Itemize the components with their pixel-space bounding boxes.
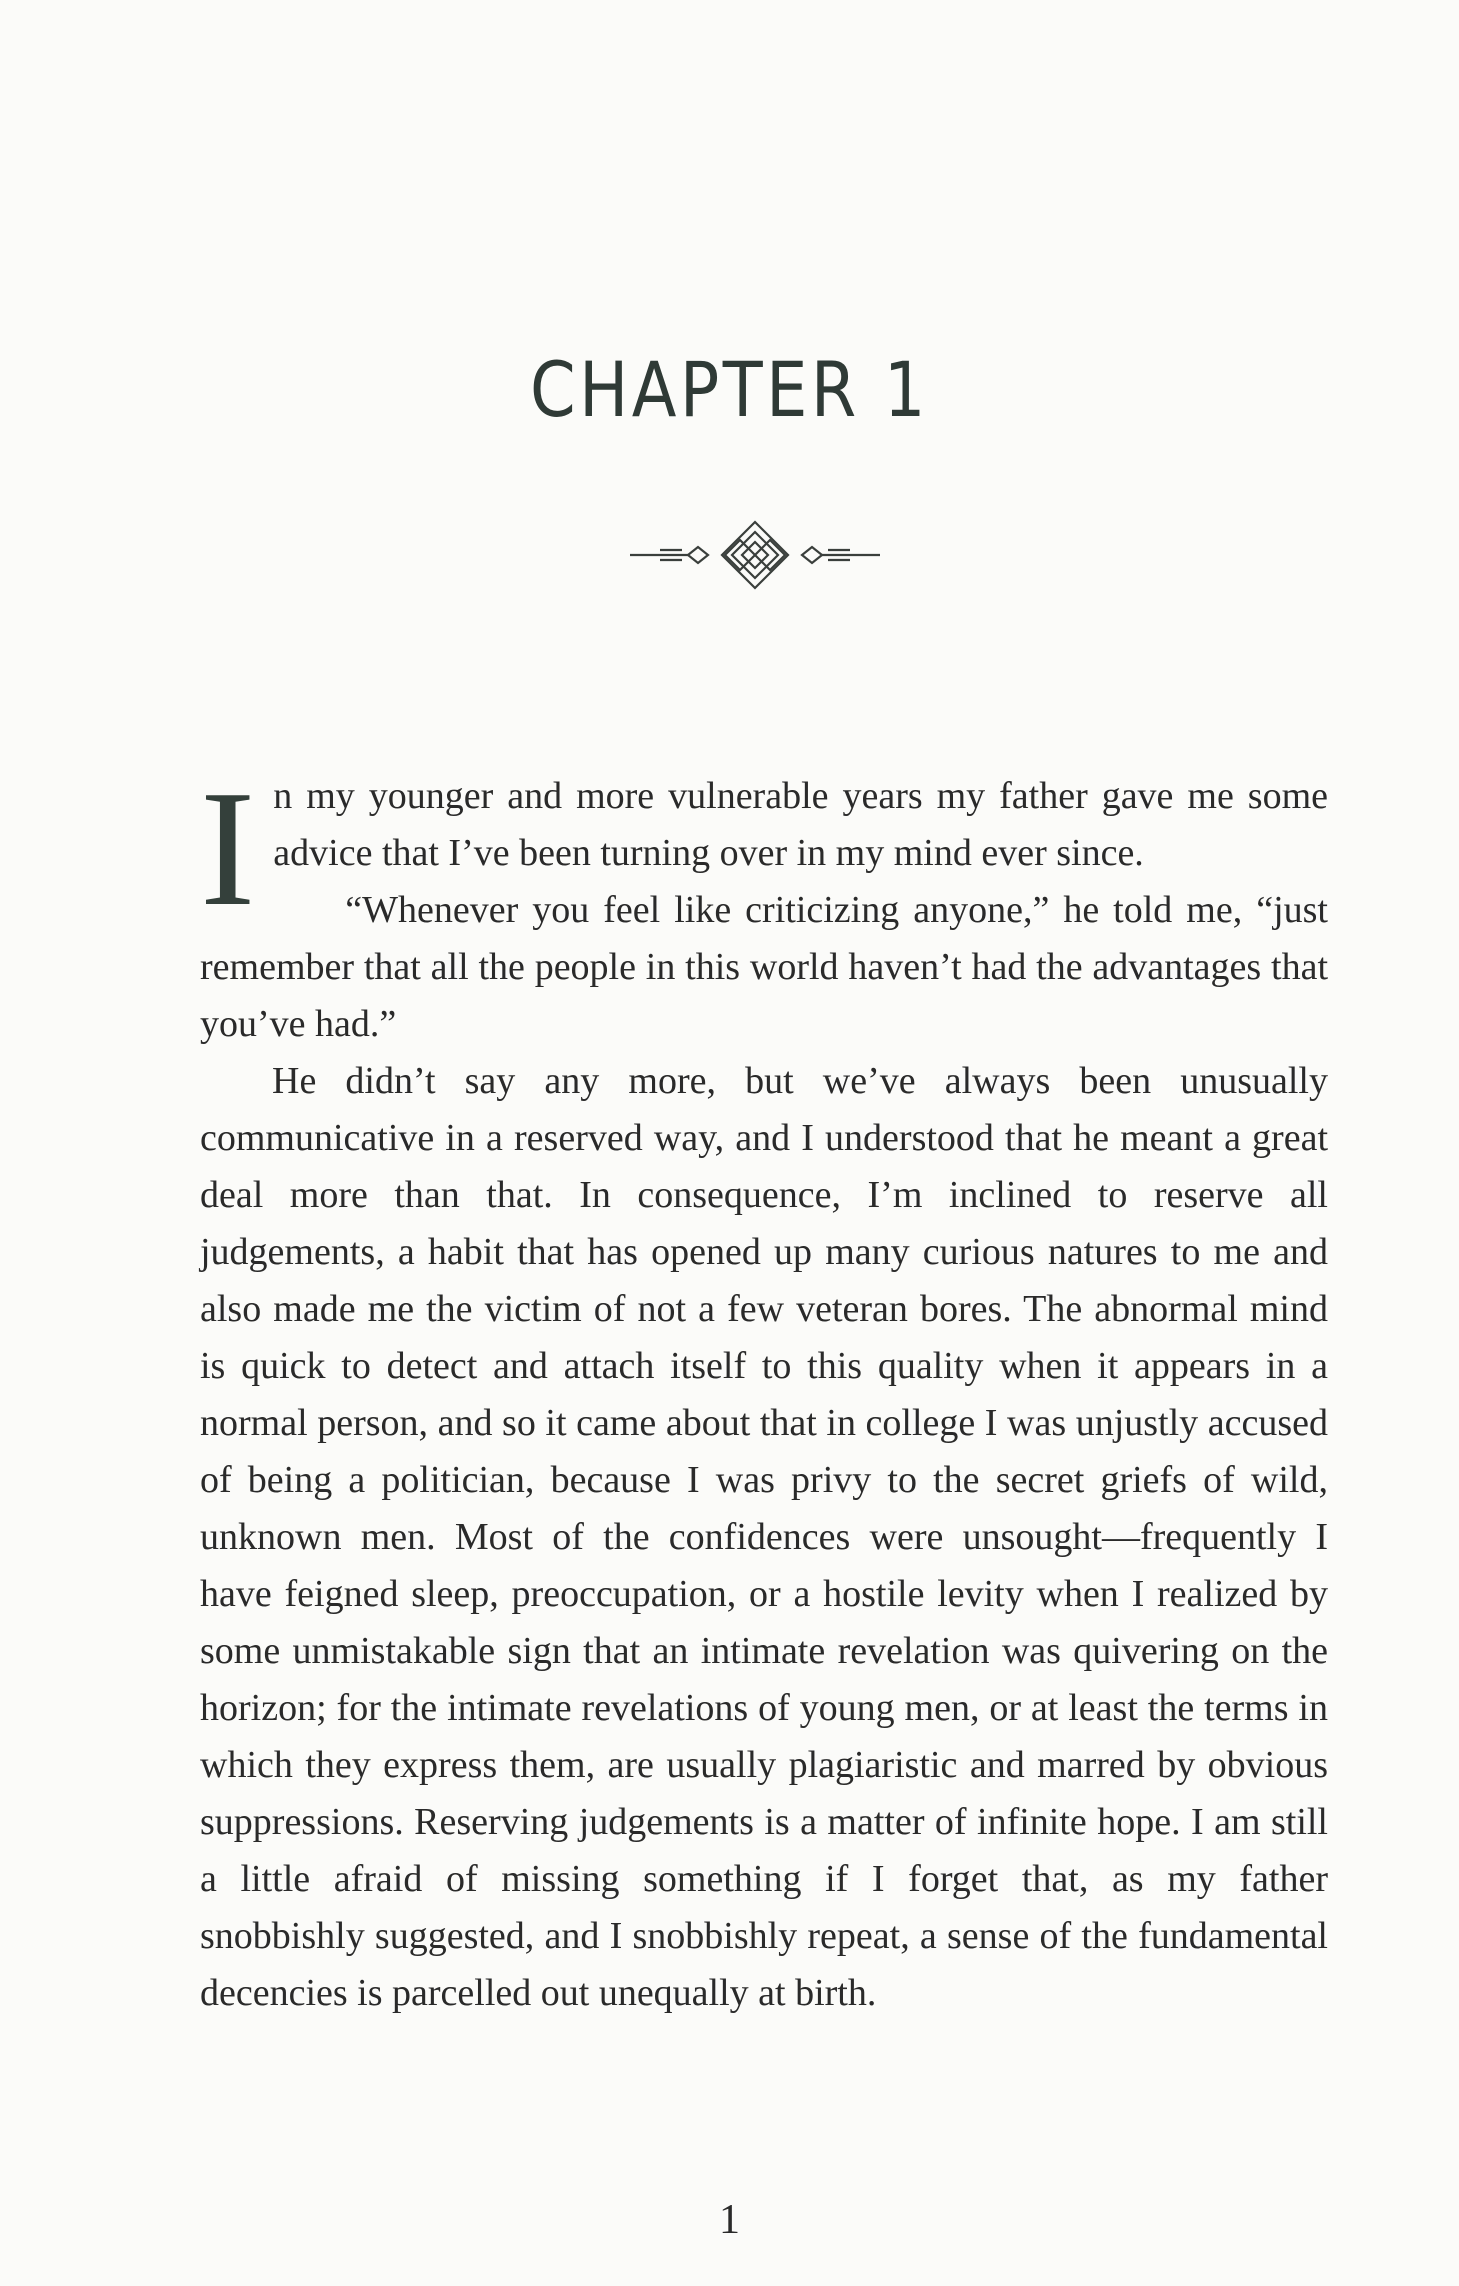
paragraph-text: n my younger and more vulnerable years my father gave me some advice that I’ve been turning over in my mind ever since.	[273, 775, 1328, 874]
paragraph: “Whenever you feel like criticizing anyone,” he told me, “just remember that all the people in this world haven’t had the advantages that you’ve had.”	[200, 889, 1328, 1045]
drop-cap: I	[200, 756, 256, 940]
filigree-ornament-icon	[630, 518, 880, 592]
paragraph: He didn’t say any more, but we’ve always been unusually communicative in a reserved way, and I understood that he meant a great deal more than that. In consequence, I’m inclined to reserve all judgements, a habit that has opened up many curious natures to me and also made me the victim of not a few veteran bores. The abnormal mind is quick to detect and attach itself to this quality when it appears in a normal person, and so it came about that in college I was unjustly accused of being a politician, because I was privy to the secret griefs of wild, unknown men. Most of the confidences were unsought—frequently I have feigned sleep, preoccupation, or a hostile levity when I realized by some unmistakable sign that an intimate revelation was quivering on the horizon; for the intimate revelations of young men, or at least the terms in which they express them, are usually plagiaristic and marred by obvious suppressions. Reserving judgements is a matter of infinite hope. I am still a little afraid of missing something if I forget that, as my father snobbishly suggested, and I snobbishly repeat, a sense of the fundamental decencies is parcelled out unequally at birth.	[200, 1060, 1328, 2014]
paragraph	[200, 756, 1328, 940]
page-number: 1	[719, 2197, 740, 2243]
chapter-title: CHAPTER 1	[530, 345, 929, 434]
chapter-body	[200, 756, 1328, 2022]
